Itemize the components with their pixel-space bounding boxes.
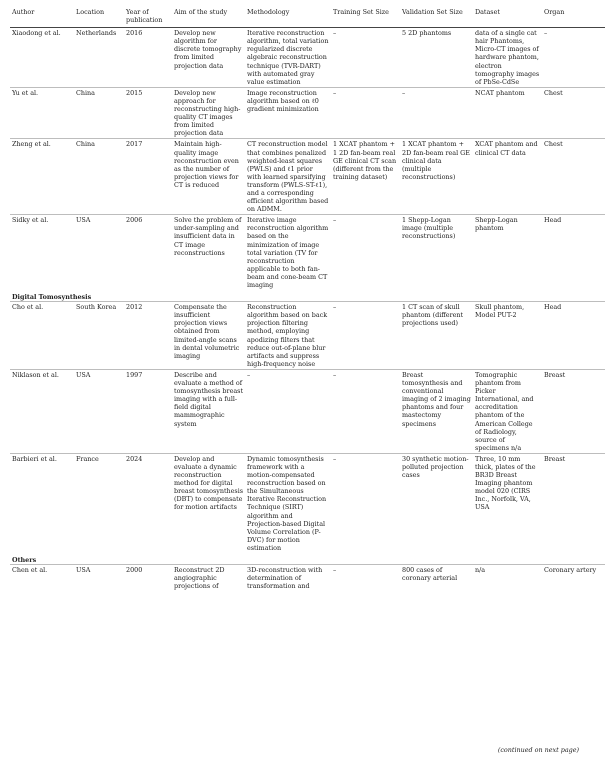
cell-organ: – bbox=[542, 28, 605, 88]
table-row bbox=[10, 302, 605, 370]
cell-dataset: XCAT phantom and clinical CT data bbox=[473, 139, 542, 215]
cell-aim: Compensate the insufficient projection views obtained from limited-angle scans in dental volumetric imaging bbox=[172, 302, 245, 370]
cell-aim: Develop and evaluate a dynamic reconstruction method for digital breast tomosynthesis (DBT) to compensate for motion artifacts bbox=[172, 453, 245, 553]
literature-table bbox=[10, 8, 605, 591]
cell-organ: Coronary artery bbox=[542, 565, 605, 592]
table-row bbox=[10, 453, 605, 553]
header-cell: Dataset bbox=[473, 8, 542, 28]
cell-author: Cho et al. bbox=[10, 302, 74, 370]
cell-validation: 1 XCAT phantom + 2D fan-beam real GE clinical data (multiple reconstructions) bbox=[400, 139, 473, 215]
cell-organ: Chest bbox=[542, 139, 605, 215]
cell-year: 2015 bbox=[124, 87, 172, 139]
table-row bbox=[10, 215, 605, 290]
cell-training: – bbox=[331, 453, 400, 553]
cell-organ: Head bbox=[542, 302, 605, 370]
cell-training: – bbox=[331, 302, 400, 370]
cell-methodology: Dynamic tomosynthesis framework with a motion-compensated reconstruction based on the Simultaneous Iterative Reconstruction Technique (SIRT) algorithm and Projection-based Digital Volume Correlation (P-DVC) for motion estimation bbox=[245, 453, 331, 553]
section-heading: Others bbox=[12, 556, 37, 564]
cell-organ: Breast bbox=[542, 369, 605, 453]
table-row bbox=[10, 139, 605, 215]
cell-year: 2017 bbox=[124, 139, 172, 215]
cell-location: Netherlands bbox=[74, 28, 124, 88]
cell-aim: Maintain high-quality image reconstruction even as the number of projection views for CT is reduced bbox=[172, 139, 245, 215]
cell-dataset: Shepp-Logan phantom bbox=[473, 215, 542, 290]
cell-dataset: Skull phantom, Model PUT-2 bbox=[473, 302, 542, 370]
cell-dataset: n/a bbox=[473, 565, 542, 592]
cell-validation: – bbox=[400, 87, 473, 139]
cell-author: Chen et al. bbox=[10, 565, 74, 592]
cell-location: France bbox=[74, 453, 124, 553]
cell-validation: 800 cases of coronary arterial bbox=[400, 565, 473, 592]
cell-author: Barbieri et al. bbox=[10, 453, 74, 553]
header-cell: Aim of the study bbox=[172, 8, 245, 28]
cell-year: 1997 bbox=[124, 369, 172, 453]
cell-training: – bbox=[331, 369, 400, 453]
cell-methodology: Reconstruction algorithm based on back projection filtering method, employing apodizing filters that reduce out-of-plane blur artifacts and suppress high-frequency noise bbox=[245, 302, 331, 370]
cell-author: Zheng et al. bbox=[10, 139, 74, 215]
header-cell: Year of publication bbox=[124, 8, 172, 28]
table-body bbox=[10, 28, 605, 592]
cell-organ: Chest bbox=[542, 87, 605, 139]
cell-validation: 1 CT scan of skull phantom (different projections used) bbox=[400, 302, 473, 370]
cell-training: – bbox=[331, 28, 400, 88]
table-header-row bbox=[10, 8, 605, 28]
cell-training: 1 XCAT phantom + 1 2D fan-beam real GE clinical CT scan (different from the training dataset) bbox=[331, 139, 400, 215]
cell-aim: Solve the problem of under-sampling and insufficient data in CT image reconstructions bbox=[172, 215, 245, 290]
section-heading: Digital Tomosynthesis bbox=[12, 293, 92, 302]
cell-year: 2012 bbox=[124, 302, 172, 370]
cell-location: South Korea bbox=[74, 302, 124, 370]
section-heading-row bbox=[10, 290, 605, 302]
cell-training: – bbox=[331, 87, 400, 139]
cell-dataset: data of a single cat hair Phantoms, Micro-CT images of hardware phantom, electron tomography images of PbSe-CdSe bbox=[473, 28, 542, 88]
header-cell: Author bbox=[10, 8, 74, 28]
cell-location: China bbox=[74, 139, 124, 215]
cell-aim: Develop new algorithm for discrete tomography from limited projection data bbox=[172, 28, 245, 88]
header-cell: Methodology bbox=[245, 8, 331, 28]
cell-methodology: – bbox=[245, 369, 331, 453]
cell-dataset: NCAT phantom bbox=[473, 87, 542, 139]
cell-aim: Reconstruct 2D angiographic projections of bbox=[172, 565, 245, 592]
cell-location: USA bbox=[74, 369, 124, 453]
table-row bbox=[10, 28, 605, 88]
cell-dataset: Three, 10 mm thick, plates of the BR3D Breast Imaging phantom model 020 (CIRS Inc., Norfolk, VA, USA bbox=[473, 453, 542, 553]
cell-methodology: 3D-reconstruction with determination of transformation and bbox=[245, 565, 331, 592]
header-cell: Organ bbox=[542, 8, 605, 28]
cell-location: USA bbox=[74, 565, 124, 592]
table-row bbox=[10, 369, 605, 453]
cell-methodology: Iterative reconstruction algorithm, total variation regularized discrete algebraic reconstruction technique (TVR-DART) with automated gray value estimation bbox=[245, 28, 331, 88]
cell-dataset: Tomographic phantom from Picker International, and accreditation phantom of the American College of Radiology, source of specimens n/a bbox=[473, 369, 542, 453]
table-row bbox=[10, 565, 605, 592]
cell-location: USA bbox=[74, 215, 124, 290]
cell-year: 2000 bbox=[124, 565, 172, 592]
section-heading-row bbox=[10, 553, 605, 565]
cell-validation: 1 Shepp-Logan image (multiple reconstructions) bbox=[400, 215, 473, 290]
cell-organ: Head bbox=[542, 215, 605, 290]
cell-validation: 30 synthetic motion-polluted projection cases bbox=[400, 453, 473, 553]
cell-methodology: CT reconstruction model that combines penalized weighted-least squares (PWLS) and ℓ1 prior with learned sparsifying transform (PWLS-ST-ℓ1), and a corresponding efficient algorithm based on ADMM. bbox=[245, 139, 331, 215]
cell-methodology: Iterative image reconstruction algorithm based on the minimization of image total variation (TV for reconstruction applicable to both fan-beam and cone-beam CT imaging bbox=[245, 215, 331, 290]
cell-aim: Describe and evaluate a method of tomosynthesis breast imaging with a full-field digital mammographic system bbox=[172, 369, 245, 453]
table-row bbox=[10, 87, 605, 139]
cell-year: 2006 bbox=[124, 215, 172, 290]
cell-author: Niklason et al. bbox=[10, 369, 74, 453]
cell-methodology: Image reconstruction algorithm based on ℓ0 gradient minimization bbox=[245, 87, 331, 139]
cell-author: Sidky et al. bbox=[10, 215, 74, 290]
cell-organ: Breast bbox=[542, 453, 605, 553]
cell-aim: Develop new approach for reconstructing high-quality CT images from limited projection data bbox=[172, 87, 245, 139]
header-cell: Validation Set Size bbox=[400, 8, 473, 28]
header-cell: Training Set Size bbox=[331, 8, 400, 28]
cell-year: 2024 bbox=[124, 453, 172, 553]
cell-training: – bbox=[331, 565, 400, 592]
cell-year: 2016 bbox=[124, 28, 172, 88]
header-cell: Location bbox=[74, 8, 124, 28]
continued-note: (continued on next page) bbox=[497, 746, 579, 754]
cell-author: Yu et al. bbox=[10, 87, 74, 139]
cell-location: China bbox=[74, 87, 124, 139]
cell-author: Xiaodong et al. bbox=[10, 28, 74, 88]
cell-training: – bbox=[331, 215, 400, 290]
cell-validation: 5 2D phantoms bbox=[400, 28, 473, 88]
cell-validation: Breast tomosynthesis and conventional imaging of 2 imaging phantoms and four mastectomy specimens bbox=[400, 369, 473, 453]
